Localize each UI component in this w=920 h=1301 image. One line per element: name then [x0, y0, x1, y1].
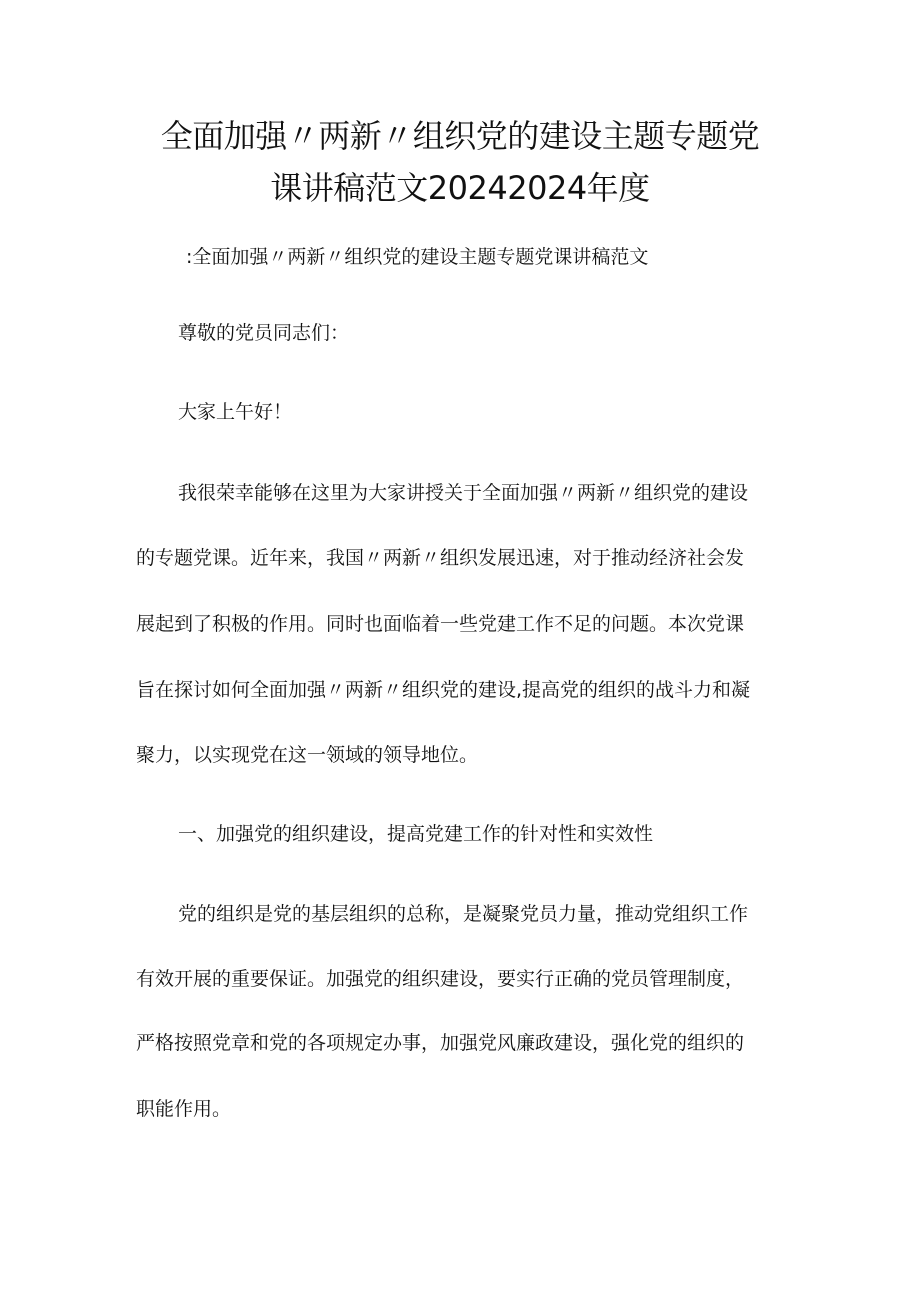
section-1-line: 党的组织是党的基层组织的总称，是凝聚党员力量，推动党组织工作 [178, 903, 749, 925]
intro-line: 聚力，以实现党在这一领域的领导地位。 [136, 744, 479, 766]
salutation: 大家上午好！ [178, 401, 293, 423]
section-1-line: 有效开展的重要保证。加强党的组织建设，要实行正确的党员管理制度， [136, 968, 745, 990]
intro-line: 展起到了积极的作用。同时也面临着一些党建工作不足的问题。本次党课 [136, 613, 745, 635]
intro-line: 的专题党课。近年来，我国〃两新〃组织发展迅速，对于推动经济社会发 [136, 547, 745, 569]
intro-line: 我很荣幸能够在这里为大家讲授关于全面加强〃两新〃组织党的建设 [178, 482, 749, 504]
section-1-heading: 一、加强党的组织建设，提高党建工作的针对性和实效性 [178, 823, 654, 845]
greeting: 尊敬的党员同志们： [178, 322, 350, 344]
document-title-line-1: 全面加强〃两新〃组织党的建设主题专题党 [160, 117, 760, 155]
section-1-line: 职能作用。 [136, 1098, 232, 1120]
document-title-line-2: 课讲稿范文20242024年度 [270, 169, 650, 207]
section-1-line: 严格按照党章和党的各项规定办事，加强党风廉政建设，强化党的组织的 [136, 1032, 745, 1054]
document-subtitle: :全面加强〃两新〃组织党的建设主题专题党课讲稿范文 [186, 246, 649, 268]
intro-line: 旨在探讨如何全面加强〃两新〃组织党的建设,提高党的组织的战斗力和凝 [136, 679, 751, 701]
